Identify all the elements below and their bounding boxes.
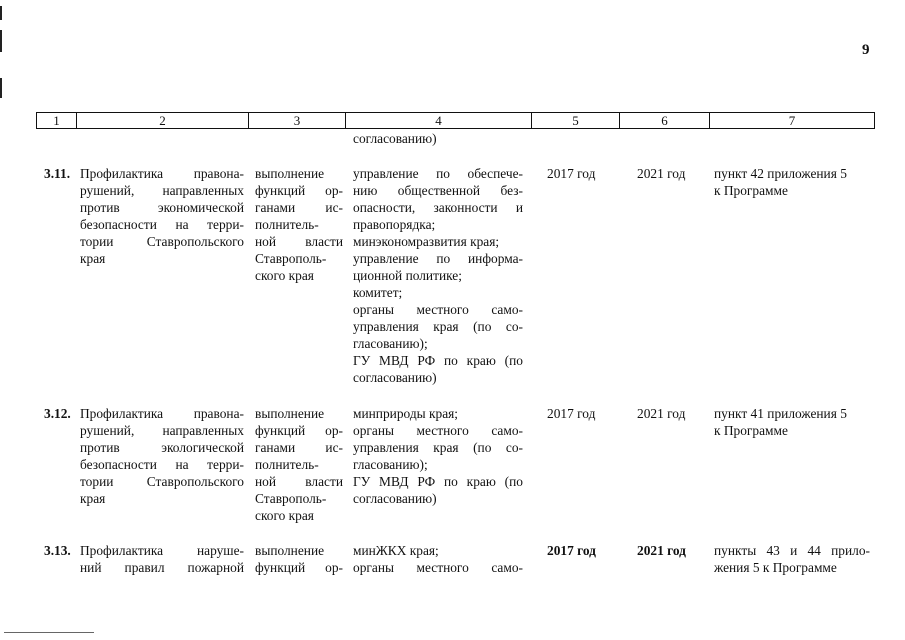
text-line: пункт 41 приложения 5 xyxy=(714,406,847,421)
text-line: ГУ МВД РФ по краю (по xyxy=(353,474,523,489)
measure-name xyxy=(80,165,244,267)
program-reference xyxy=(714,405,870,439)
header-col-2: 2 xyxy=(77,113,249,128)
row-number: 3.12. xyxy=(44,406,71,421)
text-line: гласованию); xyxy=(353,336,428,351)
implementation-method xyxy=(255,405,343,524)
scan-mark xyxy=(0,30,2,52)
page-number: 9 xyxy=(862,42,870,58)
text-line: согласованию) xyxy=(353,491,437,506)
text-line: ского края xyxy=(255,508,314,523)
text-line: минэкономразвития края; xyxy=(353,234,500,249)
measure-name xyxy=(80,542,244,576)
text-line: полнитель- xyxy=(255,217,319,232)
text-line: органы местного само- xyxy=(353,302,523,317)
text-line: ционной политике; xyxy=(353,268,462,283)
header-col-6: 6 xyxy=(620,113,710,128)
start-year: 2017 год xyxy=(547,543,596,558)
text-line: Профилактика правона- xyxy=(80,166,244,181)
text-line: управление по обеспече- xyxy=(353,166,523,181)
text-line: рушений, направленных xyxy=(80,423,244,438)
text-line: тории Ставропольского xyxy=(80,474,244,489)
implementation-method xyxy=(255,165,343,284)
text-line: края xyxy=(80,491,106,506)
program-reference xyxy=(714,165,870,199)
text-line: рушений, направленных xyxy=(80,183,244,198)
text-line: управления края (по со- xyxy=(353,440,523,455)
end-year: 2021 год xyxy=(637,406,686,421)
text-line: Профилактика наруше- xyxy=(80,543,244,558)
text-line: ганами ис- xyxy=(255,440,343,455)
program-reference xyxy=(714,542,870,576)
measure-name xyxy=(80,405,244,507)
text-line: управления края (по со- xyxy=(353,319,523,334)
text-line: нию общественной без- xyxy=(353,183,523,198)
text-line: минприроды края; xyxy=(353,406,459,421)
text-line: ГУ МВД РФ по краю (по xyxy=(353,353,523,368)
text-line: безопасности на терри- xyxy=(80,217,244,232)
text-line: выполнение xyxy=(255,166,325,181)
scan-mark xyxy=(0,78,2,98)
text-line: Ставрополь- xyxy=(255,491,327,506)
responsible-executors xyxy=(353,405,523,507)
header-col-1: 1 xyxy=(37,113,77,128)
responsible-executors xyxy=(353,542,523,576)
text-line: опасности, законности и xyxy=(353,200,523,215)
text-line: согласованию) xyxy=(353,370,437,385)
text-line: ной власти xyxy=(255,474,343,489)
row-number: 3.11. xyxy=(44,166,71,181)
text-line: против экологической xyxy=(80,440,244,455)
text-line: минЖКХ края; xyxy=(353,543,439,558)
text-line: функций ор- xyxy=(255,423,343,438)
text-line: комитет; xyxy=(353,285,403,300)
text-line: ского края xyxy=(255,268,314,283)
text-line: Ставрополь- xyxy=(255,251,327,266)
text-line: полнитель- xyxy=(255,457,319,472)
text-line: органы местного само- xyxy=(353,560,523,575)
continuation-text: согласованию) xyxy=(353,131,437,146)
responsible-executors xyxy=(353,165,523,386)
table-header-row xyxy=(36,112,875,129)
scan-mark xyxy=(4,632,94,633)
header-col-4: 4 xyxy=(346,113,532,128)
header-col-7: 7 xyxy=(788,113,796,128)
text-line: гласованию); xyxy=(353,457,428,472)
text-line: ной власти xyxy=(255,234,343,249)
text-line: выполнение xyxy=(255,406,325,421)
row-number: 3.13. xyxy=(44,543,71,558)
text-line: Профилактика правона- xyxy=(80,406,244,421)
text-line: края xyxy=(80,251,106,266)
text-line: органы местного само- xyxy=(353,423,523,438)
text-line: пункт 42 приложения 5 xyxy=(714,166,847,181)
text-line: к Программе xyxy=(714,183,788,198)
text-line: безопасности на терри- xyxy=(80,457,244,472)
text-line: выполнение xyxy=(255,543,325,558)
text-line: правопорядка; xyxy=(353,217,436,232)
text-line: тории Ставропольского xyxy=(80,234,244,249)
text-line: пункты 43 и 44 прило- xyxy=(714,543,870,558)
implementation-method xyxy=(255,542,343,576)
start-year: 2017 год xyxy=(547,406,596,421)
scan-mark xyxy=(0,6,2,20)
text-line: против экономической xyxy=(80,200,244,215)
text-line: функций ор- xyxy=(255,183,343,198)
end-year: 2021 год xyxy=(637,543,686,558)
end-year: 2021 год xyxy=(637,166,686,181)
text-line: к Программе xyxy=(714,423,788,438)
text-line: ний правил пожарной xyxy=(80,560,244,575)
header-col-3: 3 xyxy=(249,113,346,128)
text-line: ганами ис- xyxy=(255,200,343,215)
header-col-5: 5 xyxy=(532,113,620,128)
text-line: жения 5 к Программе xyxy=(714,560,837,575)
text-line: управление по информа- xyxy=(353,251,523,266)
text-line: функций ор- xyxy=(255,560,343,575)
start-year: 2017 год xyxy=(547,166,596,181)
